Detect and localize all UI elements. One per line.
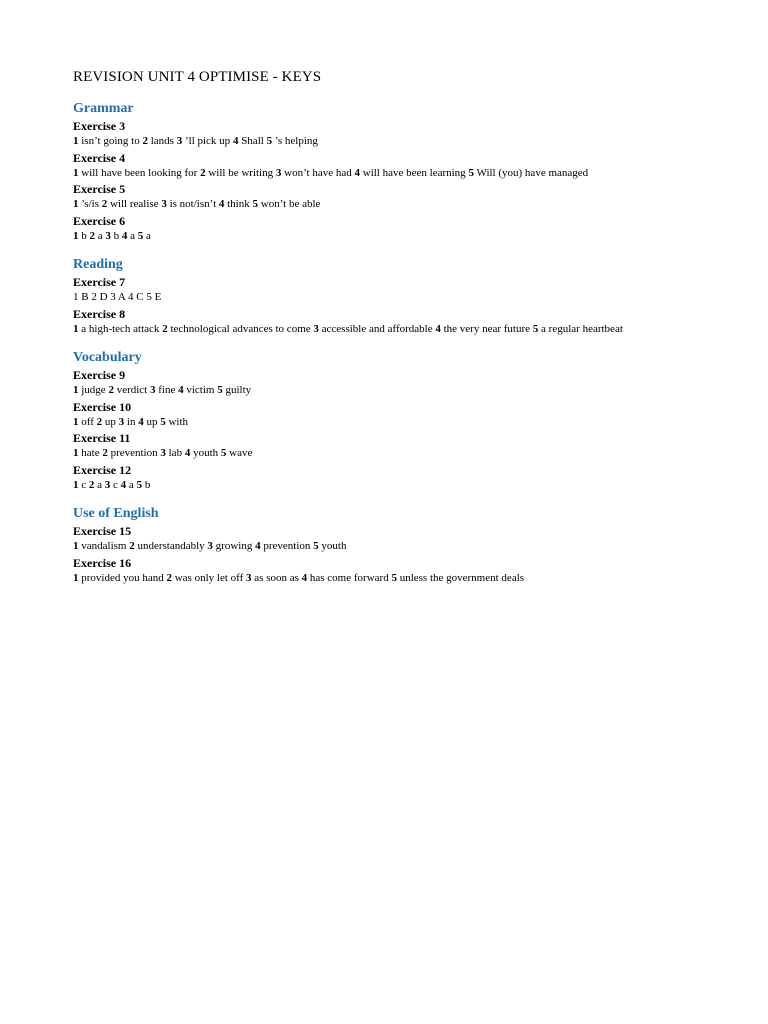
answer-line — [73, 478, 728, 494]
answer-number: 3 — [105, 229, 111, 242]
answer-number: 1 — [73, 198, 79, 210]
answer-line — [73, 383, 728, 399]
answer-text: judge — [81, 384, 106, 396]
answer-text: accessible and affordable — [321, 322, 433, 335]
answer-text: with — [168, 415, 189, 428]
exercise-title: Exercise 16 — [73, 555, 132, 570]
answer-number: 4 — [435, 322, 441, 335]
answer-text: growing — [215, 540, 253, 552]
exercise-title: Exercise 8 — [73, 306, 126, 321]
answer-text: a — [146, 229, 151, 242]
answer-text: youth — [193, 447, 219, 459]
answer-number: 1 — [73, 135, 79, 147]
answer-number: 2 — [96, 415, 103, 428]
answer-number: 1 — [73, 322, 79, 335]
answer-number: 4 — [178, 384, 184, 396]
answer-number: 3 — [150, 384, 156, 396]
exercise-title: Exercise 3 — [73, 119, 126, 133]
answer-number: 2 — [108, 384, 114, 396]
answer-number: 3 — [246, 571, 252, 584]
answer-number: 1 — [73, 384, 79, 396]
answer-number: 5 — [136, 478, 143, 491]
answer-text: provided you hand — [81, 571, 164, 584]
answer-text: lands — [150, 135, 174, 147]
answer-text: in — [126, 415, 136, 428]
document-title: REVISION UNIT 4 OPTIMISE - KEYS — [73, 69, 322, 85]
answer-text: a — [97, 478, 103, 491]
answer-number: 5 — [468, 166, 474, 179]
answer-text: b — [113, 229, 120, 242]
answer-text: technological advances to come — [170, 322, 311, 335]
answer-text: a — [128, 478, 134, 491]
answer-line — [73, 166, 728, 182]
answer-text: think — [227, 198, 250, 210]
answer-number: 2 — [200, 166, 206, 179]
answer-number: 3 — [207, 540, 213, 552]
answer-text: prevention — [110, 447, 158, 459]
exercise-title: Exercise 6 — [73, 213, 126, 228]
answer-line — [73, 446, 728, 462]
answer-line — [73, 290, 728, 306]
answer-text: will have been looking for — [81, 166, 198, 179]
answer-text: off — [81, 415, 94, 428]
answer-text: as soon as — [254, 571, 299, 584]
answer-line — [73, 229, 728, 245]
answer-text: fine — [158, 384, 176, 396]
answer-number: 2 — [166, 571, 172, 584]
answer-line — [73, 571, 728, 587]
answer-number: 1 — [73, 415, 79, 428]
answer-number: 3 — [160, 447, 166, 459]
answer-text: wave — [229, 447, 253, 459]
answer-number: 1 — [73, 571, 79, 584]
exercise-title: Exercise 9 — [73, 368, 126, 382]
answer-text: up — [146, 415, 158, 428]
answer-number: 2 — [142, 135, 148, 147]
answer-text: has come forward — [309, 571, 389, 584]
answer-number: 5 — [266, 135, 273, 147]
answer-number: 1 — [73, 540, 79, 552]
answer-number: 3 — [118, 415, 125, 428]
answer-number: 5 — [532, 322, 539, 335]
answer-number: 2 — [129, 540, 135, 552]
answer-text: understandably — [137, 540, 205, 552]
answer-line — [73, 415, 728, 431]
answer-text: isn’t going to — [81, 135, 140, 147]
answer-number: 2 — [88, 478, 95, 491]
answer-number: 3 — [313, 322, 319, 335]
answer-number: 3 — [176, 135, 183, 147]
answer-number: 3 — [104, 478, 111, 491]
answer-text: ’s/is — [81, 198, 99, 210]
answer-number: 5 — [160, 415, 166, 428]
answer-number: 4 — [232, 135, 239, 147]
answer-number: 4 — [218, 198, 225, 210]
answer-number: 2 — [162, 322, 168, 335]
answer-text: was only let off — [174, 571, 244, 584]
answer-line — [73, 539, 728, 555]
answer-text: won’t be able — [260, 198, 321, 210]
answer-text: c — [113, 478, 118, 491]
exercise-title: Exercise 12 — [73, 462, 132, 477]
answer-number: 4 — [255, 540, 261, 552]
answer-text: will realise — [109, 198, 159, 210]
section-heading: Grammar — [73, 101, 134, 116]
answer-text: will have been learning — [362, 166, 466, 179]
exercise-title: Exercise 15 — [73, 524, 132, 538]
answer-text: b — [81, 229, 87, 242]
exercise-title: Exercise 11 — [73, 431, 131, 445]
answer-text: ’ll pick up — [184, 135, 231, 147]
answer-text: verdict — [116, 384, 148, 396]
answer-text: up — [104, 415, 116, 428]
answer-number: 2 — [101, 198, 108, 210]
answer-text: the very near future — [443, 322, 531, 335]
answer-line — [73, 134, 728, 150]
answer-number: 4 — [120, 478, 127, 491]
section-reading — [73, 256, 728, 337]
answer-number: 2 — [102, 447, 108, 459]
section-grammar — [73, 100, 728, 244]
document-body — [73, 100, 728, 586]
answer-text: unless the government deals — [399, 571, 525, 584]
answer-line — [73, 197, 728, 213]
answer-number: 5 — [313, 540, 319, 552]
answer-text: hate — [81, 447, 100, 459]
answer-number: 5 — [217, 384, 223, 396]
answer-text: a — [130, 229, 136, 242]
answer-text: victim — [186, 384, 215, 396]
answer-text: ’s helping — [274, 135, 318, 147]
answer-text: 1 B 2 D 3 A 4 C 5 E — [73, 291, 162, 303]
answer-number: 2 — [89, 229, 95, 242]
answer-line — [73, 322, 728, 338]
answer-number: 4 — [121, 229, 128, 242]
answer-text: b — [144, 478, 151, 491]
exercise-title: Exercise 10 — [73, 399, 132, 414]
answer-number: 4 — [301, 571, 308, 584]
answer-number: 5 — [137, 229, 144, 242]
exercise-title: Exercise 4 — [73, 150, 126, 165]
answer-number: 4 — [184, 447, 191, 459]
answer-number: 5 — [391, 571, 397, 584]
answer-number: 4 — [138, 415, 144, 428]
answer-text: vandalism — [81, 540, 127, 552]
answer-text: a high-tech attack — [81, 322, 160, 335]
answer-text: c — [81, 478, 87, 491]
answer-text: is not/isn’t — [169, 198, 217, 210]
answer-number: 1 — [73, 229, 79, 242]
section-heading: Vocabulary — [73, 350, 142, 365]
exercise-title: Exercise 7 — [73, 275, 126, 289]
section-heading: Use of English — [73, 506, 159, 521]
answer-text: Will (you) have managed — [476, 166, 589, 179]
answer-text: guilty — [225, 384, 252, 396]
answer-text: Shall — [241, 135, 264, 147]
section-vocabulary — [73, 349, 728, 493]
section-use-of-english — [73, 505, 728, 586]
answer-text: youth — [321, 540, 347, 552]
answer-number: 5 — [220, 447, 227, 459]
answer-text: prevention — [263, 540, 311, 552]
answer-text: will be writing — [208, 166, 274, 179]
answer-number: 1 — [73, 447, 79, 459]
answer-number: 3 — [275, 166, 282, 179]
answer-number: 3 — [161, 198, 167, 210]
answer-number: 1 — [73, 166, 79, 179]
exercise-title: Exercise 5 — [73, 182, 126, 196]
answer-number: 4 — [354, 166, 360, 179]
answer-text: a regular heartbeat — [541, 322, 623, 335]
answer-text: a — [97, 229, 103, 242]
answer-text: lab — [168, 447, 183, 459]
section-heading: Reading — [73, 257, 123, 272]
answer-number: 5 — [252, 198, 258, 210]
answer-number: 1 — [73, 478, 79, 491]
answer-text: won’t have had — [284, 166, 352, 179]
